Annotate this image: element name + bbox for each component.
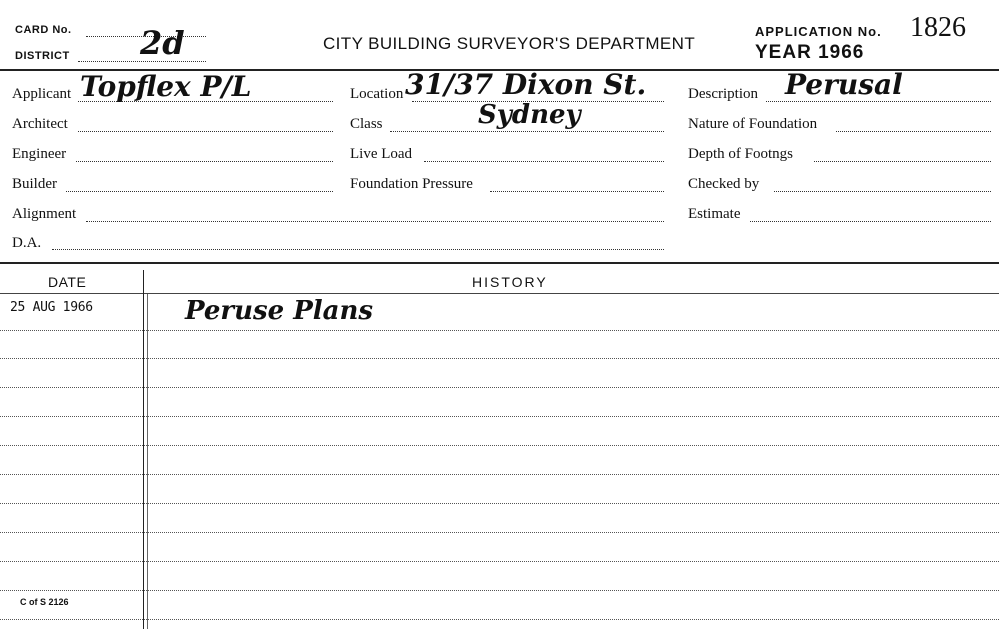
nature-of-foundation-line: [836, 131, 991, 132]
checked-by-line: [774, 191, 991, 192]
history-row-line: [0, 474, 999, 475]
description-line: [766, 101, 991, 102]
builder-label: Builder: [12, 176, 57, 192]
live-load-label: Live Load: [350, 146, 413, 162]
live-load-line: [424, 161, 664, 162]
history-header-rule: [0, 293, 999, 294]
applicant-value: Topflex P/L: [80, 70, 252, 103]
history-row-line: [0, 358, 999, 359]
nature-of-foundation-label: Nature of Foundation: [688, 116, 818, 132]
foundation-pressure-label: Foundation Pressure: [350, 176, 473, 192]
history-column-header: HISTORY: [472, 274, 548, 290]
estimate-line: [750, 221, 991, 222]
checked-by-label: Checked by: [688, 176, 760, 192]
builder-line: [66, 191, 333, 192]
district-label: DISTRICT: [15, 50, 70, 62]
history-row-line: [0, 619, 999, 620]
year-label: YEAR 1966: [755, 42, 865, 63]
district-value: 2d: [140, 24, 185, 62]
history-row-line: [0, 503, 999, 504]
date-column-divider: [143, 270, 144, 629]
history-entry-date: 25 AUG 1966: [10, 300, 93, 315]
class-line: [390, 131, 664, 132]
date-column-header: DATE: [48, 274, 87, 290]
architect-line: [78, 131, 333, 132]
history-row-line: [0, 330, 999, 331]
engineer-line: [76, 161, 333, 162]
history-row-line: [0, 590, 999, 591]
da-label: D.A.: [12, 235, 42, 251]
card-no-label: CARD No.: [15, 24, 72, 36]
description-value: Perusal: [785, 68, 903, 101]
depth-of-footings-label: Depth of Footngs: [688, 146, 793, 162]
architect-label: Architect: [12, 116, 68, 132]
history-row-line: [0, 532, 999, 533]
foundation-pressure-line: [490, 191, 664, 192]
date-column-divider-inner: [147, 294, 148, 629]
depth-of-footings-line: [814, 161, 991, 162]
location-value-line2: Sydney: [478, 100, 581, 130]
history-row-line: [0, 387, 999, 388]
alignment-label: Alignment: [12, 206, 77, 222]
da-line: [52, 249, 664, 250]
description-label: Description: [688, 86, 758, 102]
alignment-line: [86, 221, 664, 222]
application-no-label: APPLICATION No.: [755, 24, 882, 39]
history-top-rule: [0, 262, 999, 264]
estimate-label: Estimate: [688, 206, 741, 222]
application-no-value: 1826: [910, 12, 966, 43]
history-row-line: [0, 445, 999, 446]
engineer-label: Engineer: [12, 146, 67, 162]
department-title: CITY BUILDING SURVEYOR'S DEPARTMENT: [323, 34, 696, 53]
location-value-line1: 31/37 Dixon St.: [405, 68, 647, 101]
history-row-line: [0, 561, 999, 562]
history-entry-text: Peruse Plans: [185, 296, 374, 326]
history-row-line: [0, 416, 999, 417]
applicant-label: Applicant: [12, 86, 72, 102]
class-label: Class: [350, 116, 383, 132]
location-label: Location: [350, 86, 404, 102]
form-code: C of S 2126: [20, 597, 69, 607]
